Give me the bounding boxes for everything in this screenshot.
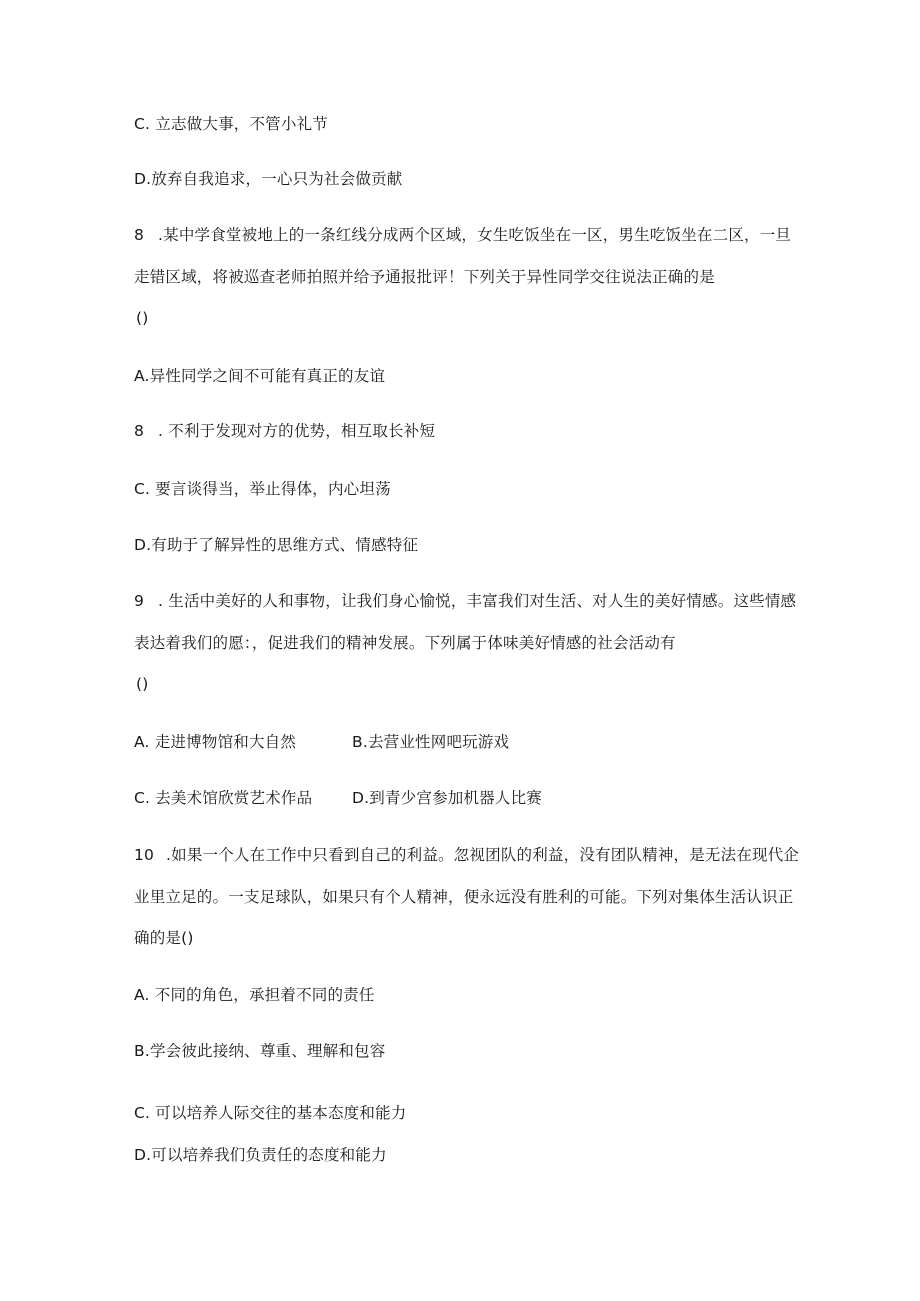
q10-number: 10 bbox=[134, 846, 155, 864]
q9-stem-text: . 生活中美好的人和事物，让我们身心愉悦，丰富我们对生活、对人生的美好情感。这些情感 bbox=[158, 592, 797, 610]
q8-number: 8 bbox=[134, 226, 145, 244]
q8-option-c: C. 要言谈得当，举止得体，内心坦荡 bbox=[134, 480, 391, 498]
q8-stem-line2: 走错区域，将被巡查老师拍照并给予通报批评！下列关于异性同学交往说法正确的是 bbox=[134, 268, 715, 286]
q9-option-c: C. 去美术馆欣赏艺术作品 bbox=[134, 789, 313, 807]
q8-option-a: A.异性同学之间不可能有真正的友谊 bbox=[134, 367, 386, 385]
q8-option-b bbox=[134, 421, 435, 441]
q10-stem-line1 bbox=[134, 845, 799, 865]
q8-option-b-text: . 不利于发现对方的优势，相互取长补短 bbox=[158, 422, 436, 440]
q10-stem-line2: 业里立足的。一支足球队，如果只有个人精神，便永远没有胜利的可能。下列对集体生活认识正 bbox=[134, 888, 794, 906]
q8-option-d: D.有助于了解异性的思维方式、情感特征 bbox=[134, 536, 419, 554]
q9-option-a: A. 走进博物馆和大自然 bbox=[134, 733, 297, 751]
q9-option-d: D.到青少宫参加机器人比赛 bbox=[352, 789, 542, 807]
q9-stem-line2: 表达着我们的愿：，促进我们的精神发展。下列属于体味美好情感的社会活动有 bbox=[134, 634, 676, 652]
q10-option-a: A. 不同的角色，承担着不同的责任 bbox=[134, 986, 375, 1004]
q8-stem-text: .某中学食堂被地上的一条红线分成两个区域，女生吃饭坐在一区，男生吃饭坐在二区，一旦 bbox=[158, 226, 792, 244]
q8-answer-paren: () bbox=[136, 309, 149, 327]
q10-stem-text: .如果一个人在工作中只看到自己的利益。忽视团队的利益，没有团队精神，是无法在现代企 bbox=[166, 846, 800, 864]
q7-option-d: D.放弃自我追求，一心只为社会做贡献 bbox=[134, 170, 403, 188]
q9-stem-line1 bbox=[134, 591, 796, 611]
q7-option-c: C. 立志做大事，不管小礼节 bbox=[134, 115, 328, 133]
q8-option-b-number: 8 bbox=[134, 422, 145, 440]
q9-answer-paren: () bbox=[136, 675, 149, 693]
q9-option-b: B.去营业性网吧玩游戏 bbox=[352, 733, 510, 751]
q9-number: 9 bbox=[134, 592, 145, 610]
q10-option-c: C. 可以培养人际交往的基本态度和能力 bbox=[134, 1104, 407, 1122]
q10-stem-line3: 确的是() bbox=[134, 929, 194, 947]
q8-stem-line1 bbox=[134, 225, 791, 245]
q10-option-b: B.学会彼此接纳、尊重、理解和包容 bbox=[134, 1042, 386, 1060]
q10-option-d: D.可以培养我们负责任的态度和能力 bbox=[134, 1146, 387, 1164]
